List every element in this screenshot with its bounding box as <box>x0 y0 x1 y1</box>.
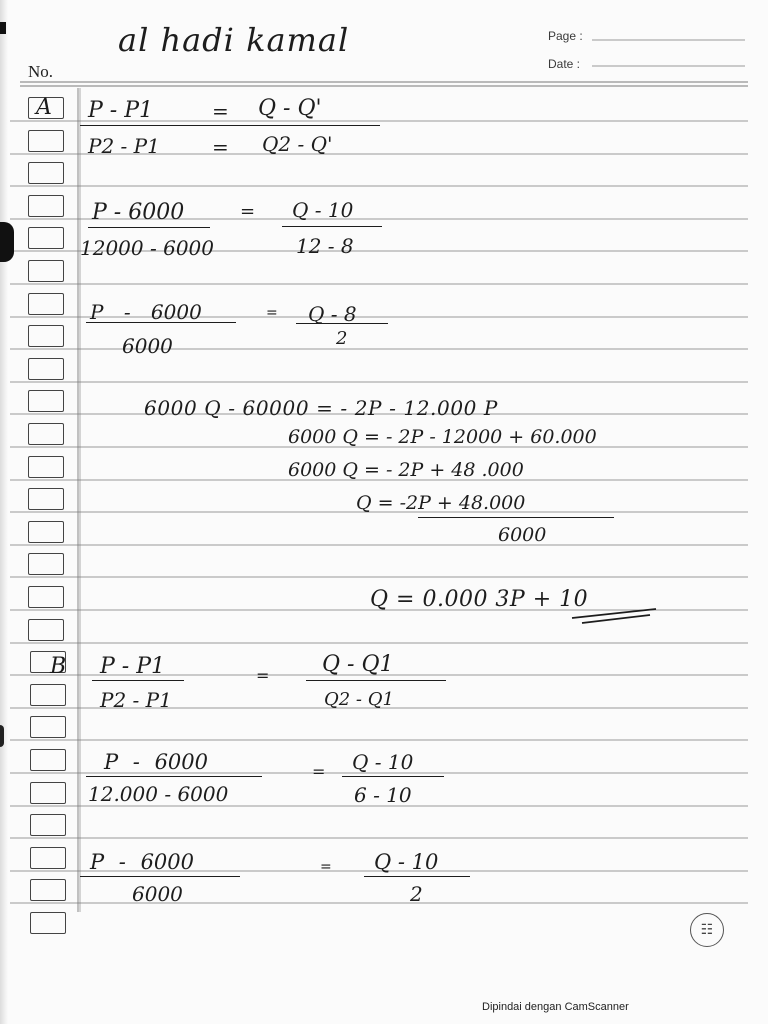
fraction-bar <box>418 517 614 518</box>
binding-clip-mark <box>0 222 14 262</box>
fraction-bar <box>80 876 240 877</box>
result-line: Q = 0.000 3P + 10 <box>370 587 589 612</box>
equation-text: P - 6000 <box>90 850 195 874</box>
equation-text: 6 - 10 <box>354 783 412 807</box>
equals-sign: = <box>320 859 332 875</box>
fraction-bar <box>342 776 444 777</box>
equation-text: Q - 10 <box>352 750 414 774</box>
date-label: Date : <box>548 57 581 71</box>
binding-clip-mark <box>0 725 4 747</box>
equation-text: 12.000 - 6000 <box>88 782 229 806</box>
fraction-bar <box>306 680 446 681</box>
camscanner-logo-icon: ☷ <box>690 913 724 947</box>
equation-text: P2 - P1 <box>100 688 172 712</box>
margin-checkbox <box>28 227 64 249</box>
result-double-underline <box>570 606 660 626</box>
margin-checkbox <box>28 260 64 282</box>
equation-text: Q - Q1 <box>322 652 394 677</box>
equation-text: 2 <box>410 882 423 906</box>
equation-text: 6000 <box>122 334 173 358</box>
equation-text: 6000 <box>132 882 183 906</box>
no-label: No. <box>28 62 54 81</box>
equation-text: P - P1 <box>88 98 154 123</box>
equation-text: P2 - P1 <box>88 134 160 158</box>
equals-sign: = <box>212 99 229 123</box>
equation-text: Q - 8 <box>308 302 357 326</box>
margin-checkbox <box>28 521 64 543</box>
equation-text: P - 6000 <box>90 300 202 324</box>
work-line: Q = -2P + 48.000 <box>356 492 526 514</box>
margin-checkbox <box>30 749 66 771</box>
margin-checkbox <box>28 488 64 510</box>
fraction-bar <box>282 226 382 227</box>
margin-checkbox <box>28 553 64 575</box>
fraction-bar <box>86 322 236 323</box>
margin-checkbox <box>28 195 64 217</box>
equation-text: P - 6000 <box>92 200 185 225</box>
margin-checkbox <box>28 456 64 478</box>
work-line: 6000 Q = - 2P + 48 .000 <box>288 459 524 481</box>
equals-sign: = <box>240 201 256 222</box>
page-edge-shadow <box>0 0 8 1024</box>
margin-checkbox <box>30 912 66 934</box>
equation-text: 6000 <box>498 524 547 546</box>
section-b-label: B <box>50 654 67 679</box>
work-line: 6000 Q - 60000 = - 2P - 12.000 P <box>144 396 498 420</box>
equation-text: P - P1 <box>100 654 166 679</box>
margin-checkbox <box>28 619 64 641</box>
margin-checkbox <box>28 162 64 184</box>
margin-checkbox <box>30 879 66 901</box>
page-label: Page : <box>548 29 583 43</box>
equals-sign: = <box>212 135 229 159</box>
margin-checkbox <box>28 293 64 315</box>
fraction-bar <box>88 227 210 228</box>
margin-checkbox <box>30 847 66 869</box>
equals-sign: = <box>256 666 270 685</box>
margin-checkbox <box>30 782 66 804</box>
margin-checkbox <box>28 423 64 445</box>
margin-checkbox <box>28 130 64 152</box>
margin-checkbox <box>30 814 66 836</box>
margin-checkbox <box>30 716 66 738</box>
equation-text: Q - 10 <box>292 198 354 222</box>
equation-text: Q - 10 <box>374 850 439 874</box>
student-name: al hadi kamal <box>118 21 350 59</box>
scan-corner-mark <box>0 22 6 34</box>
equation-text: Q - Q' <box>258 96 322 121</box>
margin-checkbox <box>28 390 64 412</box>
fraction-bar <box>80 125 380 126</box>
equation-text: 12 - 8 <box>296 234 354 258</box>
equals-sign: = <box>266 305 278 321</box>
margin-checkbox <box>30 684 66 706</box>
fraction-bar <box>92 680 184 681</box>
equation-text: P - 6000 <box>104 750 209 774</box>
equation-text: Q2 - Q1 <box>324 689 394 710</box>
fraction-bar <box>86 776 262 777</box>
margin-checkbox <box>28 325 64 347</box>
equation-text: 2 <box>336 328 348 349</box>
scanner-footer-text: Dipindai dengan CamScanner <box>482 1001 629 1013</box>
equation-text: Q2 - Q' <box>262 132 333 156</box>
margin-checkbox <box>28 358 64 380</box>
work-line: 6000 Q = - 2P - 12000 + 60.000 <box>288 426 597 448</box>
fraction-bar <box>296 323 388 324</box>
equals-sign: = <box>312 762 326 781</box>
equation-text: 12000 - 6000 <box>80 236 214 260</box>
fraction-bar <box>364 876 470 877</box>
margin-checkbox <box>28 586 64 608</box>
section-a-label: A <box>36 95 52 120</box>
